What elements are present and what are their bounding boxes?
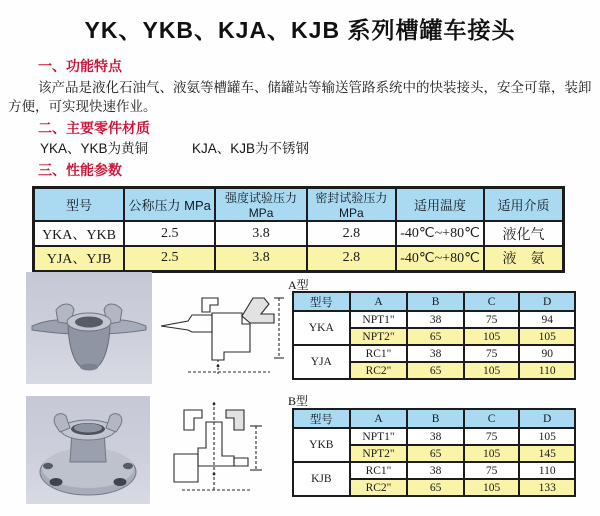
col-b: B (407, 292, 463, 311)
flange-coupling-illustration (26, 396, 150, 504)
cell-b: 65 (407, 362, 463, 379)
cell-d: 110 (519, 462, 575, 479)
cell-d: 94 (519, 311, 575, 328)
table-row (34, 221, 564, 246)
wing-coupling-illustration (26, 272, 152, 384)
cell-c: 75 (464, 462, 520, 479)
cell-strength: 3.8 (215, 221, 306, 246)
cell-model: YKA、YKB (34, 221, 125, 246)
table-row (293, 462, 575, 479)
section-heading-materials: 二、主要零件材质 (38, 120, 150, 136)
col-model: 型号 (34, 188, 125, 222)
col-nominal: 公称压力 MPa (124, 188, 215, 222)
cell-a: RC1" (350, 462, 408, 479)
cell-b: 38 (407, 311, 463, 328)
cell-a: NPT1" (350, 428, 408, 445)
dimensions-area (0, 268, 600, 516)
col-a: A (350, 409, 408, 428)
section-heading-performance: 三、性能参数 (38, 162, 122, 178)
cell-nominal: 2.5 (124, 246, 215, 271)
section-heading-features: 一、功能特点 (38, 58, 122, 74)
flange-coupling-photo (26, 396, 150, 504)
cell-b: 38 (407, 462, 463, 479)
cell-d: 110 (519, 362, 575, 379)
wing-coupling-photo (26, 272, 152, 384)
model-cell: YKB (293, 428, 350, 462)
cell-seal: 2.8 (307, 221, 396, 246)
model-cell: YKA (293, 311, 350, 345)
cell-c: 105 (464, 328, 520, 345)
dimension-table-b (292, 408, 576, 497)
cell-a: RC2" (350, 362, 408, 379)
cell-c: 75 (464, 311, 520, 328)
cell-d: 105 (519, 428, 575, 445)
performance-table (32, 186, 565, 273)
material-stainless: KJA、KJB为不锈钢 (192, 141, 310, 156)
cell-model: YJA、YJB (34, 246, 125, 271)
cell-seal: 2.8 (307, 246, 396, 271)
cell-b: 38 (407, 345, 463, 362)
material-brass: YKA、YKB为黄铜 (40, 141, 149, 156)
cell-c: 75 (464, 428, 520, 445)
model-cell: KJB (293, 462, 350, 496)
col-c: C (464, 409, 520, 428)
materials-line (40, 140, 600, 158)
cell-a: RC2" (350, 479, 408, 496)
col-temp: 适用温度 (396, 188, 484, 222)
dim-b-header-row (293, 409, 575, 428)
col-b: B (407, 409, 463, 428)
cell-a: NPT1" (350, 311, 408, 328)
cell-b: 65 (407, 479, 463, 496)
page-title: YK、YKB、KJA、KJB 系列槽罐车接头 (84, 17, 516, 43)
cell-c: 105 (464, 445, 520, 462)
cell-b: 65 (407, 328, 463, 345)
performance-header-row (34, 188, 564, 222)
cell-a: NPT2" (350, 328, 408, 345)
cell-c: 75 (464, 345, 520, 362)
col-seal: 密封试验压力MPa (307, 188, 396, 222)
cell-c: 105 (464, 479, 520, 496)
table-row (293, 428, 575, 445)
dimension-table-a (292, 291, 576, 380)
model-cell: YJA (293, 345, 350, 379)
cell-strength: 3.8 (215, 246, 306, 271)
cell-d: 145 (519, 445, 575, 462)
type-b-section-drawing (162, 398, 272, 498)
col-a: A (350, 292, 408, 311)
type-a-section-svg (158, 286, 288, 380)
type-b-section-svg (162, 398, 272, 498)
col-d: D (519, 409, 575, 428)
cell-d: 90 (519, 345, 575, 362)
col-model: 型号 (293, 409, 350, 428)
col-c: C (464, 292, 520, 311)
cell-d: 133 (519, 479, 575, 496)
col-medium: 适用介质 (484, 188, 564, 222)
cell-b: 65 (407, 445, 463, 462)
cell-medium: 液 氨 (484, 246, 564, 271)
cell-temp: -40℃~+80℃ (396, 246, 484, 271)
col-model: 型号 (293, 292, 350, 311)
cell-c: 105 (464, 362, 520, 379)
col-strength: 强度试验压力MPa (215, 188, 306, 222)
cell-temp: -40℃~+80℃ (396, 221, 484, 246)
col-d: D (519, 292, 575, 311)
dim-table-a-label: A型 (288, 278, 309, 292)
dim-a-header-row (293, 292, 575, 311)
cell-a: NPT2" (350, 445, 408, 462)
table-row (293, 345, 575, 362)
cell-nominal: 2.5 (124, 221, 215, 246)
cell-b: 38 (407, 428, 463, 445)
cell-d: 105 (519, 328, 575, 345)
cell-medium: 液化气 (484, 221, 564, 246)
table-row (293, 311, 575, 328)
cell-a: RC1" (350, 345, 408, 362)
features-paragraph: 该产品是液化石油气、液氨等槽罐车、储罐站等输送管路系统中的快装接头，安全可靠，装卸方便，可实现快速作业。 (8, 80, 592, 114)
type-a-section-drawing (158, 286, 288, 380)
dim-table-b-label: B型 (288, 394, 309, 408)
